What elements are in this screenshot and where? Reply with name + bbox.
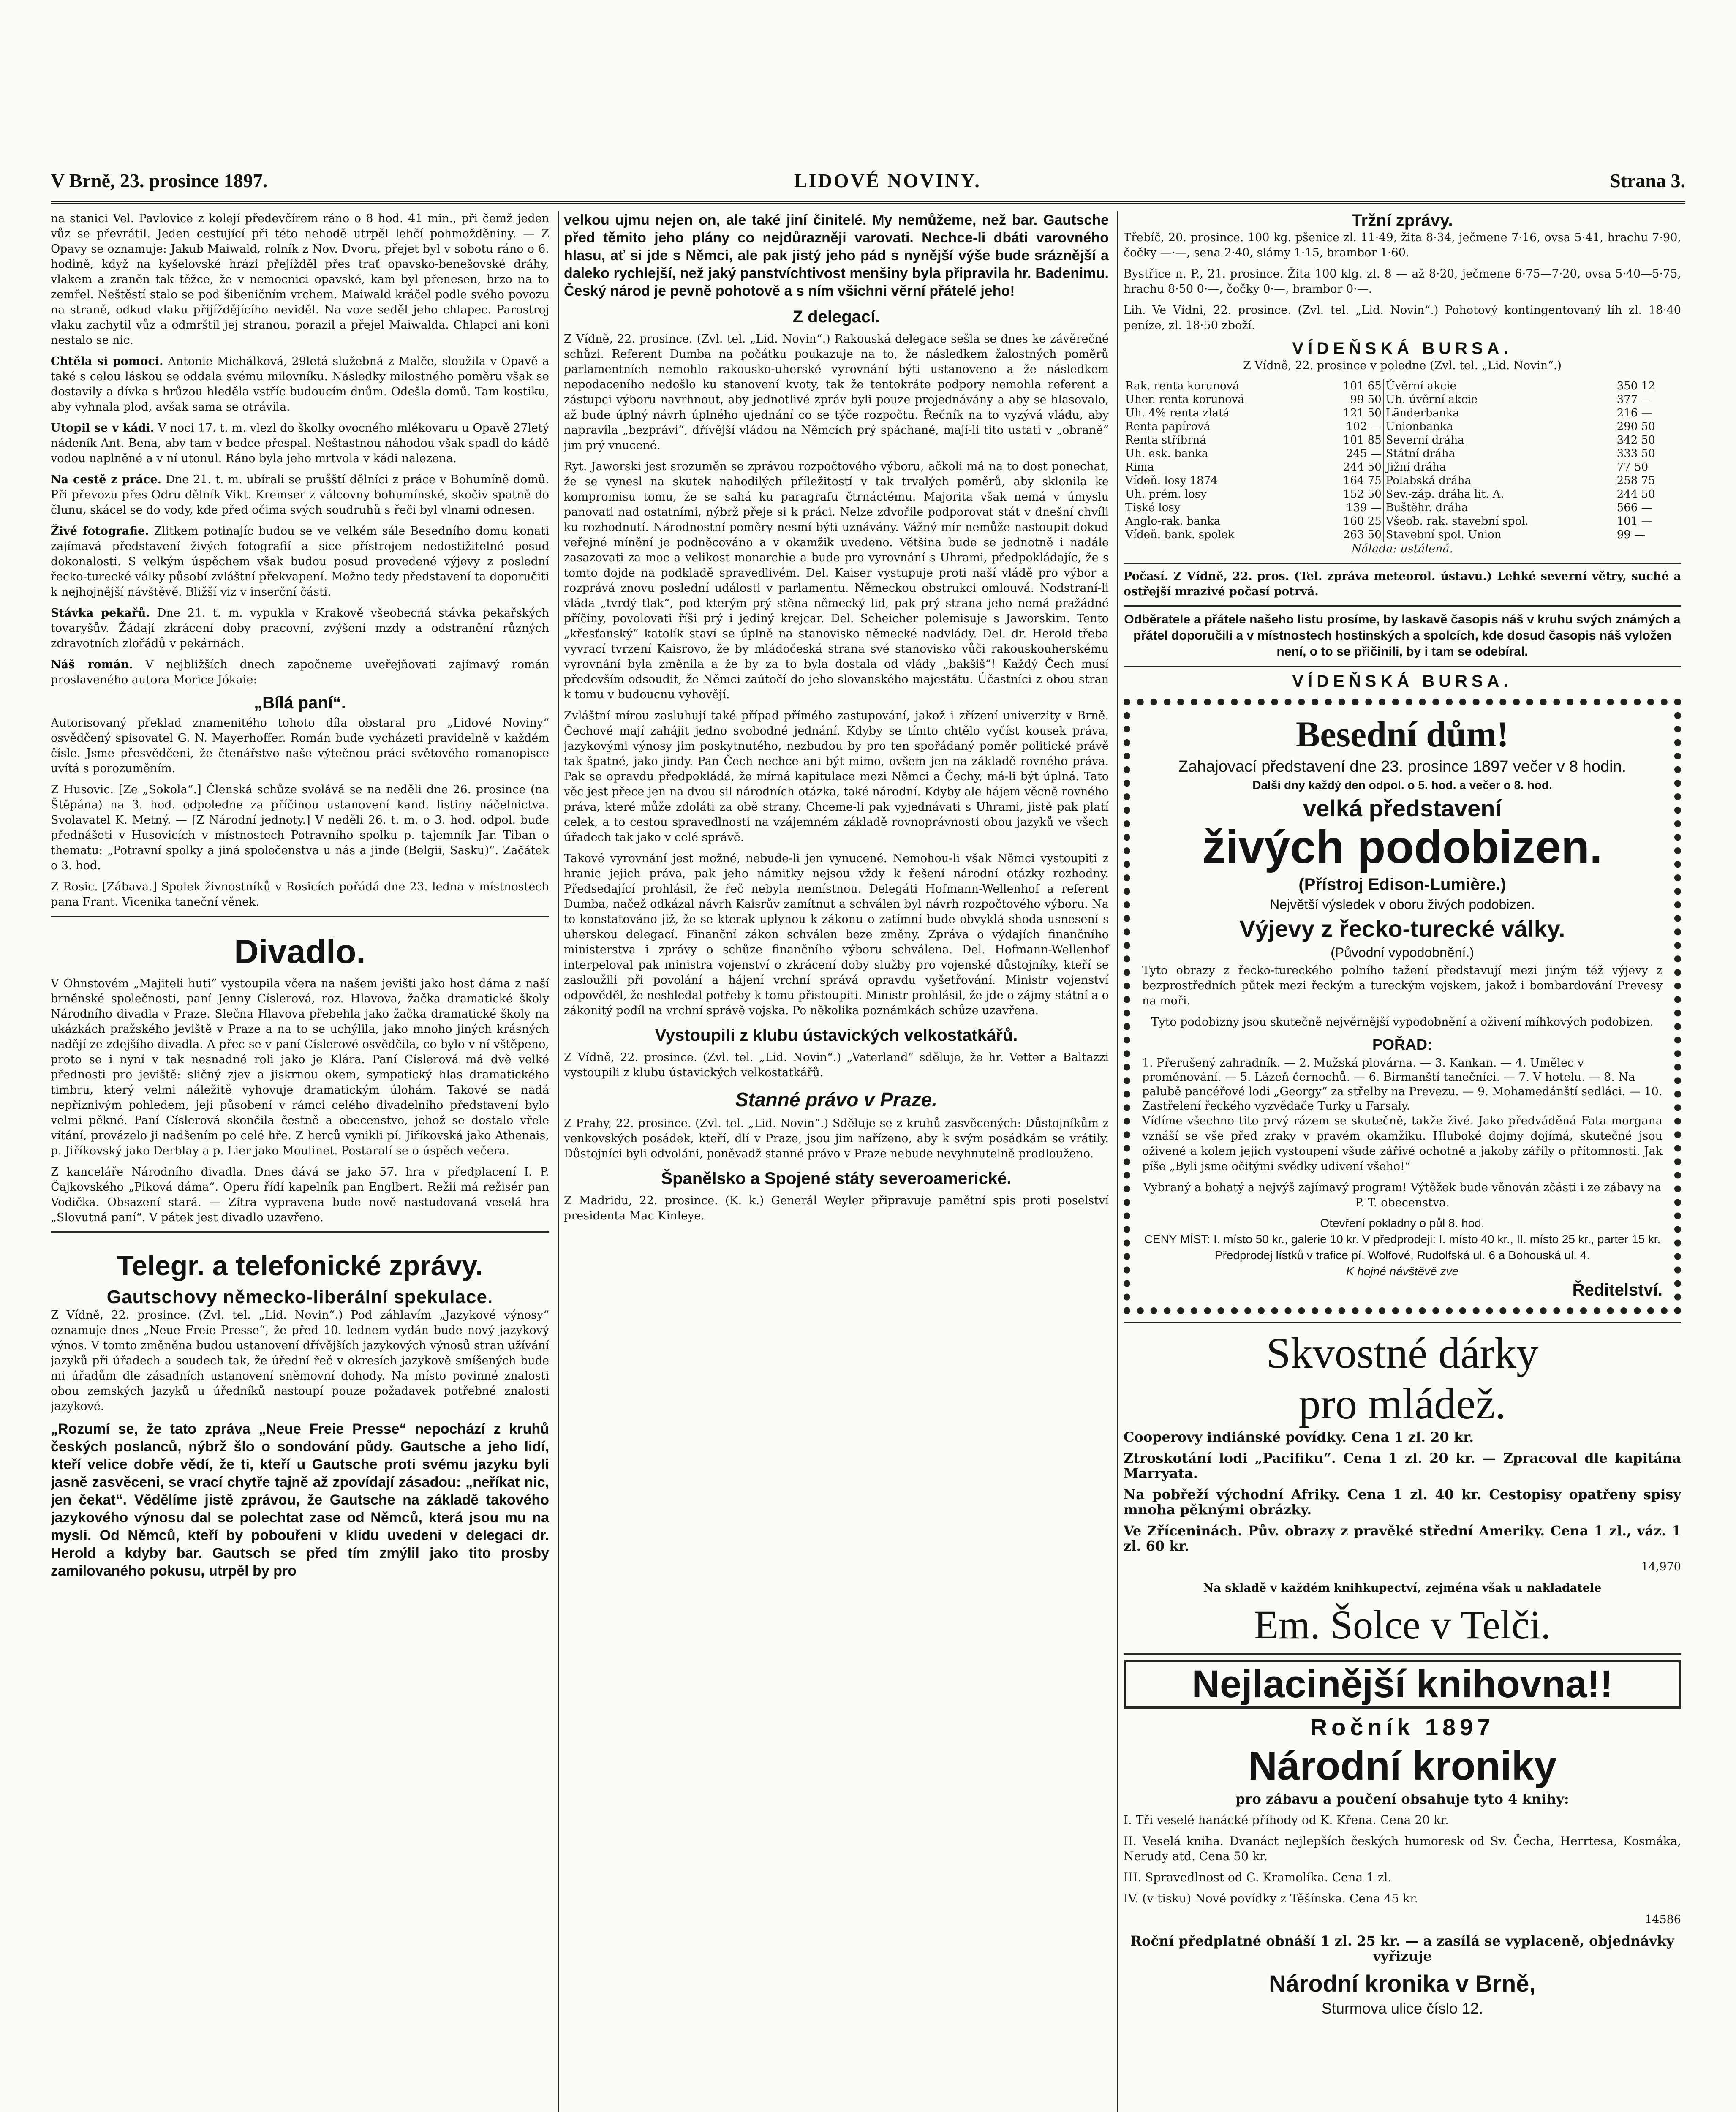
article-roman-head: Náš román.	[51, 658, 133, 671]
burza-name: Renta stříbrná	[1125, 434, 1206, 446]
burza-name: Unionbanka	[1385, 420, 1453, 433]
burza-row	[1124, 501, 1681, 514]
burza-row	[1124, 433, 1681, 447]
nejvetsi: Největší výsledek v oboru živých podobizen.	[1270, 897, 1535, 912]
burza-value: 342 50	[1616, 434, 1655, 446]
rocni-predplatne: Roční předplatné obnáší 1 zl. 25 kr. — a zasílá se vyplaceně, objednávky vyřizuje	[1130, 1933, 1674, 1964]
vystoupeni-body: Z Vídně, 22. prosince. (Zvl. tel. „Lid. Novin“.) „Vaterland“ sděluje, že hr. Vetter a Baltazzi vystoupili z klubu ústavických velkostatkářů.	[564, 1051, 1109, 1079]
pro-zabavu: pro zábavu a poučení obsahuje tyto 4 knihy:	[1235, 1791, 1569, 1807]
videni: Vídíme všechno tito prvý rázem se skutečně, takže živé. Jako předváděná Fata morgana vznáší se vše před zraky v pravém okamžiku. Hluboké dojmy dojímá, skutečné jsou oživené a kolem jejich vystoupení všude zářivé ochotně a jakoby zářily o přítomnosti. Jak píše „Byli jsme očitými svědky udivení všeho!“	[1142, 1114, 1663, 1173]
burza-foot: Nálada: ustálená.	[1351, 542, 1453, 555]
rocnik: Ročník 1897	[1310, 1714, 1495, 1740]
roman-title: „Bílá paní“.	[254, 694, 346, 712]
burza-value: 160 25	[1317, 514, 1384, 528]
burza-name: Rima	[1125, 461, 1154, 474]
burza-name: Rak. renta korunová	[1125, 380, 1239, 392]
divider	[1124, 605, 1681, 607]
oteveni: Otevření pokladny o půl 8. hod.	[1320, 1217, 1485, 1230]
burza-value: 139 —	[1317, 501, 1384, 514]
trzni-body: Třebíč, 20. prosince. 100 kg. pšenice zl. 11·49, žita 8·34, ječmene 7·16, ovsa 5·41, hrachu 7·90, čočky —·—, sena 2·40, slámy 1·15, brambor 1·60.	[1124, 231, 1681, 259]
trzni-vidni: Lih. Ve Vídni, 22. prosince. (Zvl. tel. „Lid. Novin“.) Pohotový kontingentovaný líh zl. 18·40 peníze, zl. 18·50 zboží.	[1124, 304, 1681, 332]
burza-value: 244 50	[1616, 488, 1655, 501]
em-solce: Em. Šolce v Telči.	[1254, 1602, 1551, 1647]
book-cooper: Cooperovy indiánské povídky. Cena 1 zl. 20 kr.	[1124, 1429, 1474, 1445]
article-foto-head: Živé fotografie.	[51, 525, 149, 538]
burza-row	[1124, 447, 1681, 460]
burza-value: 102 —	[1317, 420, 1384, 433]
burza-name: Stavební spol. Union	[1385, 528, 1502, 541]
burza-name: Renta papírová	[1125, 420, 1211, 433]
article-cesta	[51, 472, 549, 518]
burza-value: 244 50	[1317, 460, 1384, 474]
burza-name: Všeob. rak. stavební spol.	[1385, 515, 1529, 528]
burza-name: Länderbanka	[1385, 407, 1459, 419]
burza-name: Severní dráha	[1385, 434, 1464, 446]
zivych-podobizen: živých podobizen.	[1202, 821, 1603, 873]
article-chtela	[51, 354, 549, 415]
book-ztroskotani: Ztroskotání lodi „Pacifiku“. Cena 1 zl. 20 kr. — Zpracoval dle kapitána Marryata.	[1124, 1450, 1681, 1481]
burza-name: Uher. renta korunová	[1125, 393, 1245, 406]
article-stavka-head: Stávka pekařů.	[51, 607, 150, 620]
puvodni: (Původní vypodobnění.)	[1331, 945, 1474, 960]
delegace-body: Z Vídně, 22. prosince. (Zvl. tel. „Lid. Novin“.) Rakouská delegace sešla se dnes ke závěrečné schůzi. Referent Dumba na počátku poukazuje na to, že následkem žalostných poměrů parlamentních nemohlo rakousko-uherské vyrovnání býti ustanoveno a že následkem nepodaceního nedošlo ku stanovení kvoty, tak že tentokráte podpory nemohla referent a zástupci výboru navrhnout, aby jednotlivé zpráv byli pouze projednávány a aby se hlasovalo, až bude úplný návrh úplného ujednání co se týče rozpočtu. Řečník na to vyzývá vládu, aby napravila „bezprávi“, dřívější vládou na Němcích prý spáchané, mají-li tito ustati v „obraně“ jim prý vnucené.	[564, 332, 1109, 452]
article-stavka-body: Dne 21. t. m. vypukla v Krakově všeobecná stávka pekařských tovaryšův. Žádají zkrácení doby pracovní, zvýšení mzdy a odstranění různých zdravotních zlořádů v pekárnách.	[51, 607, 549, 650]
page-header	[51, 167, 1685, 204]
burza-name: Tiské losy	[1125, 501, 1181, 514]
burza-value: 121 50	[1317, 406, 1384, 420]
article-utopil-body: V noci 17. t. m. vlezl do školky ovocného mlékovaru u Opavě 27letý nádeník Ant. Bena, aby tam v bedce přespal. Neštastnou náhodou však spadl do kádě vodou naplněné a v ní utonul. Ráno byla jeho mrtvola v kádi nalezena.	[51, 422, 549, 465]
burza-value: 101 —	[1616, 515, 1652, 528]
besedni-title: Besední dům!	[1295, 714, 1509, 754]
dalsi-dny: Další dny každý den odpol. o 5. hod. a večer o 8. hod.	[1252, 778, 1552, 792]
article-utopil-head: Utopil se v kádi.	[51, 422, 155, 435]
kniha-3: III. Spravedlnost od G. Kramolíka. Cena 1 zl.	[1124, 1870, 1392, 1884]
article-cesta-body: Dne 21. t. m. ubírali se prušští dělníci z práce v Bohumíně domů. Při převozu přes Odru dělník Vikt. Kremser z válcovny bohumínské, skočiv spatně do člunu, skácel se do vody, kde před očima svých soudruhů s řeči byl vlnami odnesen.	[51, 473, 549, 517]
podobizne: Tyto podobizny jsou skutečně nejvěrnější vypodobnění a oživení míhkových podobizen.	[1151, 1015, 1654, 1029]
kniha-4: IV. (v tisku) Nové povídky z Těšínska. Cena 45 kr.	[1124, 1892, 1418, 1905]
kancelar-body: Z kanceláře Národního divadla. Dnes dává se jako 57. hra v předplacení I. P. Čajkovského „Piková dáma“. Operu řídí kapelník pan Englbert. Režii má režisér pan Vodička. Obsazení stará. — Zítra vypravena bude nově nastudovaná veselá hra „Slovutná paní“. V pátek jest divadlo uzavřeno.	[51, 1165, 549, 1224]
divadlo-body: V Ohnstovém „Majiteli huti“ vystoupila včera na našem jevišti jako host dáma z naší brněnské společnosti, paní Jenny Císlerová, roz. Hlavova, žačka dramatické školy Národního divadla v Praze. Slečna Hlavova přebehla jako žačka dramatické školy na ukázkách pražského jeviště v Praze a na to se uchýlila, jako mnoho jiných krásných nadějí ze zdejšího divadla. A přec se v paní Císlerové osvědčila, co bylo v ní vštěpeno, proto se i nyní v tak nesnadné roli jako je Klára. Paní Císlerová má dvě velké přednosti pro jeviště: sličný zjev a jiskrnou okem, sympatický hlas dramatického timbru, který velmi náležitě vyhovuje dramatickým úlohám. Takové se nadá nepříznivým pohledem, její působení v rámci celého divadelního představení bylo velmi pěkné. Paní Císlerová skončila čestně a obecenstvo, jehož se dostalo vřele vítání, provázelo ji nadšením po celé hře. Z herců vynikli pí. Jiříkovská jako Athenais, p. Jiříkovský jako Derblay a p. Lier jako Moulinet. Postaralí se o úspěch večera.	[51, 977, 549, 1157]
burza-value: 216 —	[1616, 407, 1652, 419]
article-roman	[51, 657, 549, 688]
burza-name: Polabská dráha	[1385, 474, 1472, 487]
article-husovice: Z Husovic. [Ze „Sokola“.] Členská schůze svolává se na neděli dne 26. prosince (na Štěpána) na 3. hod. odpoledne za příčinou ustanovení kand. listiny náčelnictva. Svolavatel K. Metný. — [Z Národní jednoty.] V neděli 26. t. m. o 3. hod. odpol. bude přednášeti v Husovicích v místnostech Potravního spolku p. tajemník Jar. Tiban o thematu: „Potravní spolky a jiná společenstva u nás a jinde (Belgii, Sasku)“. Začátek o 3. hod.	[51, 783, 549, 872]
pocasi: Počasí. Z Vídně, 22. pros. (Tel. zpráva meteorol. ústavu.) Lehké severní větry, suché a ostřejší mrazivé počasí potrvá.	[1124, 570, 1681, 598]
stanne-body: Z Prahy, 22. prosince. (Zvl. tel. „Lid. Novin“.) Sděluje se z kruhů zasvěcených: Důstojníkům z venkovských posádek, kteří, dlí v Praze, jsou jim nařízeno, aby k svým posádkám se vrátily. Důstojníci byli odvoláni, poněvadž stanné právo v Praze nebude nevyhnutelně prodlouženo.	[564, 1117, 1109, 1160]
burza-table-body	[1124, 379, 1681, 542]
stanne-title: Stanné právo v Praze.	[735, 1089, 938, 1110]
burza-row	[1124, 528, 1681, 542]
gautsch-title: Gautschovy německo-liberální spekulace.	[106, 1287, 493, 1307]
burza-value: 333 50	[1616, 447, 1655, 460]
burza-value: 99 50	[1317, 393, 1384, 406]
spanelsko-body: Z Madridu, 22. prosince. (K. k.) Generál Weyler připravuje pamětní spis proti poselství presidenta Mac Kinleye.	[564, 1194, 1109, 1222]
burza-value: 350 12	[1616, 380, 1655, 392]
divider	[1124, 666, 1681, 667]
article-chtela-body: Antonie Michálková, 29letá služebná z Malče, sloužila v Opavě a také s celou láskou se oddala svému milovníku. Následky milostného poměru však se dostavily a dívka s hrůzou hleděla vstříc budoucím dnům. Odešla domů. Tam kostiku, aby vyhnala plod, avšak sama se otrávila.	[51, 355, 549, 414]
burza-row	[1124, 474, 1681, 487]
article-intro: na stanici Vel. Pavlovice z kolejí předevčírem ráno o 8 hod. 41 min., při čemž jeden vůz se převrátil. Jeden cestující při této nehodě utrpěl lehčí pohmožděniny. — Z Opavy se oznamuje: Jakub Maiwald, rolník z Nov. Dvoru, přejet byl v sobotu ráno o 6. hodině, když na kyšelovské hrázi přejížděl přes trať opavsko-benešovské dráhy, vlakem a zraněn tak těžce, že v nemocnici opavské, kam byl přenesen, brzo na to zemřel. Neštěstí stalo se pod šibeničním vrchem. Maiwald kráčel podle svého povozu na straně, odkud vlaku přijíždějícího neviděl. Na voze seděl jeho chlapec. Parostroj vlaku zachytil vůz a odmrštil jej stranou, porazil a přejel Maiwalda. Chlapci ani koni nestalo se nic.	[51, 212, 549, 347]
skvostne-title: Skvostné dárky	[1266, 1329, 1539, 1377]
trzni-title: Tržní zprávy.	[1352, 211, 1453, 230]
column-left	[51, 211, 559, 2112]
article-utopil	[51, 421, 549, 466]
burza-value: 164 75	[1317, 474, 1384, 487]
burza-value: 77 50	[1616, 461, 1649, 474]
burza-name: Sev.-záp. dráha lit. A.	[1385, 488, 1504, 501]
sklade: Na skladě v každém knihkupectví, zejména však u nakladatele	[1203, 1581, 1602, 1595]
burza-name: Úvěrní akcie	[1385, 380, 1457, 392]
delegace-body2: Ryt. Jaworski jest srozuměn se zprávou rozpočtového výboru, ačkoli má na to dost ponechat, že se vynesl na skutek nahodilých příležitostí v tak trvalých poměrů, aby sklonila ke kompromisu tomu, že se sahá ku paragrafu čtrnáctému. Majorita však nemá v úmyslu panovati nad ostatními, nýbrž přeje si k práci. Nelze zdvořile podporovat stát v dnešní chvíli ku rozhodnutí. Národnostní poměry nesmí býti uznávány. Vážný mír nemůže nastoupit dokud veřejné mínění je podněcováno a v okamžik uvedeno. Většina bude se jednotně i nadále zasazovati za moc a velikost monarchie a bude pro vyrovnání s Uhrami, předpokládajíc, že s tomto dojde na podkladě spravedlivém. Del. Kaiser vystupuje proti naší vládě pro výbor a rozprává znovu poslední události v parlamentu. Německou obstrukci omlouvá. Nodstraní-li vláda „tvrdý tlak“, pod kterým prý stěna německý lid, pak prý strana jeho nemá pražádné příčiny, povolovati říši prý i jediný krejcar. Del. Scheicher polemisuje s Jaworskim. Tento „křesťanský“ katolík staví se úplně na stanovisko německé nadvlády. Del. dr. Herold třeba vyvrací tvrzení Kaisrovo, že by mládočeská strana své stanovisko vůči rakouskouherskému vyrovnání byla změnila a že by za to byla dostala od vlády „bakšiš“! Každý Čech musí především odsoudit, že Němci zaútočí do jeho slovanského majestátu. Účastníci z obou stran k tomu v budoucnu vyhovějí.	[564, 460, 1109, 701]
nejlacinejsi-knihovna: Nejlacinější knihovna!!	[1124, 1660, 1681, 1709]
article-roman-body: V nejbližších dnech započneme uveřejňovati zajímavý román proslaveného autora Morice Jókaie:	[51, 658, 549, 686]
divider	[51, 1231, 549, 1233]
divider	[1124, 1653, 1681, 1655]
hojne: K hojné návštěvě zve	[1346, 1265, 1459, 1278]
vybrany: Vybraný a bohatý a nejvýš zajímavý program! Výtěžek bude věnován zčásti i ze zábavy na P. T. obecenstva.	[1143, 1181, 1662, 1209]
porad-item: 1. Přerušený zahradník. — 2. Mužská plovárna. — 3. Kankan. — 4. Umělec v proměnování. — 5. Lázeň černochů. — 6. Birmanští tanečníci. — 7. V hotelu. — 8. Na palubě pancéřové lodi „Georgy“ za střelby na Prevezu. — 9. Mohamedánští sedláci. — 10. Zastřelení řeckého vyzvědače Turky u Farsaly.	[1142, 1056, 1663, 1113]
telegr-body: Z Vídně, 22. prosince. (Zvl. tel. „Lid. Novin“.) Pod záhlavím „Jazykové výnosy“ oznamuje dnes „Neue Freie Presse“, že před 10. lednem vydán bude nový jazykový výnos. V tomto změněna budou ustanovení dřívějších jazykových výnosů stran užívání jazyků při úřadech a soudech tak, že úřední řeč v okresích jazykově smíšených bude mi úřadům dle zásadních ustanovení sněmovní dohody. Na místo povinné znalosti obou zemských jazyků u úředníků nastoupí pouze požadavek potřebné znalosti jazykové.	[51, 1309, 549, 1413]
divider	[51, 916, 549, 917]
burza-name: Státní dráha	[1385, 447, 1456, 460]
kniha-2: II. Veselá kniha. Dvanáct nejlepších českých humoresk od Sv. Čecha, Herrtesa, Kosmáka, Nerudy atd. Cena 50 kr.	[1124, 1834, 1681, 1863]
spanelsko-title: Španělsko a Spojené státy severoamerické.	[661, 1169, 1012, 1188]
divadlo-title: Divadlo.	[234, 933, 366, 970]
divider	[1124, 1322, 1681, 1323]
divider	[1124, 563, 1681, 564]
burza-row	[1124, 514, 1681, 528]
burza-value: 152 50	[1317, 487, 1384, 501]
telegr-fat: „Rozumí se, že tato zpráva „Neue Freie Presse“ nepochází z kruhů českých poslanců, nýbrž šlo o sondování půdy. Gautsche a jeho lidí, kteří velice dobře vědí, že ti, kteří u Gautsche proti svému jazyku byli jasně zasvěceni, se vrací chytře tajně až zpovídají zásadou: „neříkat nic, jen čekat“. Vědělíme jistě zprávou, že Gautsche na základě takového jazykového výnosu dal se polechtat zase od Němců, která jsou mu na mysli. Od Němců, kteří by pobouřeni v klidu uvedeni v delegaci dr. Herold a kdyby bar. Gautsch se před tím zmýlil jako tito prosby zamilovaného pokusu, utrpěl by pro	[51, 1421, 549, 1579]
burza-row	[1124, 460, 1681, 474]
header-date: V Brně, 23. prosince 1897.	[51, 170, 268, 191]
narodni-kronika-brno: Národní kronika v Brně,	[1269, 1970, 1536, 1997]
odberatele-notice: Odběratele a přátele našeho listu prosíme, by laskavě časopis náš v kruhu svých známých a přátel doporučili a v místnostech hostinských a spolcích, kde dosud časopis náš vyložen není, o to se přičinili, by i tam se odebíral.	[1124, 612, 1681, 659]
article-foto	[51, 524, 549, 600]
delegace-body4: Takové vyrovnání jest možné, nebude-li jen vynucené. Nemohou-li však Němci vystoupiti z hranic jejich práva, pak jeho námitky nejsou vždy k řešení národní otázky rozhodny. Předsedající prohlásil, že řeč nebyla nemístnou. Delegáti Hofmann-Wellenhof a referent Dumba, načež odkázal návrh Kaisrův zamítnut a schválen byl návrh rozpočtového výboru. Na to konstatováno již, že se kterak uplynou k zákonu o zatímní bude obvyklá shoda usnesení s uherskou delegací. Finanční zákon schválen beze změny. Zpráva o výdajích finančního ministerstva i zprávy o schůze finančního výboru schválena. Del. Hofmann-Wellenhof interpeloval pak ministra vojenství o zkrácení doby služby pro vojenské důstojníky, kteří se zasloužili při povolání a hájení vrchní správá opravdu vyšetřování. Ministr vojenství odpověděl, že neshledal potřeby k tomu přistoupiti. Ministr prohlásil, že jde o zájmy státní a o zákonitý podíl na vrchní správě vojska. Po několika poznámkách schůze uzavřena.	[564, 852, 1109, 1017]
ceny: CENY MÍST: I. místo 50 kr., galerie 10 kr. V předprodeji: I. místo 40 kr., II. místo 25 kr., parter 15 kr.	[1144, 1233, 1661, 1246]
porad-list	[1142, 1056, 1663, 1113]
delegace-body3: Zvláštní mírou zasluhují také případ přímého zastupování, jakož i zřízení univerzity v Brně. Čechové mají zahájit jedno svobodné jednání. Kdyby se tímto chtělo vyčíst kousek práva, jazykovými výnosy jim poskytnutého, nezbudou by pro ten spořádaný poměr politické právě tak špatné, jako jindy. Pan Čech nechce ani být mimo, ovšem jen na základě rovného práva. Pak se opravdu předpokládá, že mírná kapitulace mezi Němci a Čechy, má-li být úplná. Tato věc jest přece jen na dvou sil národních otázka, také národní. Kdyby ale hájem věcně rovného práva, které může zdoláti za obě strany. Chceme-li pak vyjednávati s Uhrami, jistě pak platí celek, a to cestou spravedlnosti na vzájemném základě rovnoprávnosti obou jazyků ve všech úřadech tak jako v celé správě.	[564, 709, 1109, 844]
trzni-bystrice: Bystřice n. P., 21. prosince. Žita 100 klg. zl. 8 — až 8·20, ječmene 6·75—7·20, ovsa 5·40—5·75, hrachu 8·50 0·—, čočky 0·—, brambor 0·—.	[1124, 267, 1681, 296]
reditelstvi: Ředitelství.	[1572, 1281, 1663, 1299]
burza-value: 377 —	[1616, 393, 1652, 406]
burza-table	[1124, 379, 1681, 542]
burza-value: 566 —	[1616, 501, 1652, 514]
masthead-title: LIDOVÉ NOVINY.	[794, 170, 981, 191]
burza-name: Uh. prém. losy	[1125, 488, 1207, 501]
page-number: Strana 3.	[1610, 170, 1685, 191]
burza-name: Anglo-rak. banka	[1125, 515, 1221, 528]
ad-besedni-dum	[1124, 699, 1681, 1314]
article-chtela-head: Chtěla si pomoci.	[51, 355, 163, 368]
book-pobrezi: Na pobřeží východní Afriky. Cena 1 zl. 40 kr. Cestopisy opatřeny spisy mnoha pěknými obrázky.	[1124, 1486, 1681, 1518]
burza-value: 290 50	[1616, 420, 1655, 433]
burza-name: Buštěhr. dráha	[1385, 501, 1468, 514]
pristroj: (Přístroj Edison-Lumière.)	[1298, 875, 1506, 894]
burza-value: 99 —	[1616, 528, 1646, 541]
narodni-kroniky: Národní kroniky	[1248, 1743, 1557, 1788]
burza-name: Jižní dráha	[1385, 461, 1446, 474]
burza-row	[1124, 379, 1681, 393]
burza-value: 258 75	[1616, 474, 1655, 487]
burza-name: Uh. 4% renta zlatá	[1125, 407, 1230, 419]
burza2-title: VÍDEŇSKÁ BURSA.	[1292, 672, 1513, 691]
book-zriceninach: Ve Zříceninách. Pův. obrazy z pravěké střední Ameriky. Cena 1 zl., váz. 1 zl. 60 kr.	[1124, 1523, 1681, 1554]
burza-date: Z Vídně, 22. prosince v poledne (Zvl. tel. „Lid. Novin“.)	[1243, 359, 1562, 372]
article-cesta-head: Na cestě z práce.	[51, 473, 162, 486]
code-2: 14586	[1645, 1913, 1681, 1926]
vyjevy: Výjevy z řecko-turecké války.	[1239, 915, 1565, 942]
code-1: 14,970	[1641, 1560, 1681, 1573]
pro-mladez: pro mládež.	[1298, 1380, 1506, 1428]
burza-value: 101 85	[1317, 433, 1384, 447]
column-middle	[564, 211, 1118, 2112]
burza-value: 263 50	[1317, 528, 1384, 542]
burza-value: 245 —	[1317, 447, 1384, 460]
delegace-title: Z delegací.	[792, 308, 880, 326]
telegr-title: Telegr. a telefonické zprávy.	[117, 1250, 483, 1281]
burza-name: Uh. úvěrní akcie	[1385, 393, 1478, 406]
burza-name: Vídeň. losy 1874	[1125, 474, 1218, 487]
sturmova: Sturmova ulice číslo 12.	[1321, 2000, 1483, 2017]
burza-row	[1124, 487, 1681, 501]
burza-name: Vídeň. bank. spolek	[1125, 528, 1235, 541]
roman-tail: Autorisovaný překlad znamenitého tohoto díla obstaral pro „Lidové Noviny“ osvědčený spisovatel G. N. Mayerhoffer. Román bude vycházeti pravidelně v každém čísle. Jsme přesvědčeni, že čtenářstvo naše výtečnou práci světového romanopisce uvítá s porozuměním.	[51, 716, 549, 775]
burza-value: 101 65	[1317, 379, 1384, 393]
porad: POŘAD:	[1372, 1036, 1432, 1053]
predprodej: Předprodej lístků v trafice pí. Wolfové, Rudolfská ul. 6 a Bohouská ul. 4.	[1214, 1249, 1590, 1262]
article-rosice: Z Rosic. [Zábava.] Spolek živnostníků v Rosicích pořádá dne 23. ledna v místnostech pana Frant. Vicenika taneční věnek.	[51, 880, 549, 909]
kniha-1: I. Tři veselé hanácké příhody od K. Křena. Cena 20 kr.	[1124, 1813, 1449, 1827]
col2-top-fat: velkou ujmu nejen on, ale také jiní činitelé. My nemůžeme, než bar. Gautsche před těmito jeho plány co nejdůrazněji varovati. Nechce-li dbáti varovného hlasu, ať si jde s Němci, ale pak jistý jeho pád s nynější výše bude sráznější a daleko rychlejší, než jaký panstvíchtivost menšiny byla připravila hr. Badenimu. Český národ je pevně pohotově a s ním všichni věrní přátelé jeho!	[564, 212, 1109, 299]
tyto: Tyto obrazy z řecko-tureckého polního tažení představují mezi jiným též výjevy z bezprostředních půtek mezi řeckým a tureckým vojskem, jakož i bombardování Prevesy na moři.	[1142, 964, 1663, 1007]
article-foto-body: Zlitkem potinajíc budou se ve velkém sále Besedního domu konati zajímavá představení živých fotografií a sice přístrojem nedostižitelné posud dokonalosti. S velkým úspěchem však budou posud provedené výjevy z poslední řecko-turecké války působí zvláštní překvapení. Možno tedy představení ta doporučiti k nejhojnější návštěvě. Bližší viz v inserční části.	[51, 525, 549, 599]
article-stavka	[51, 606, 549, 651]
velka-predstaveni: velká představení	[1303, 795, 1502, 822]
burza-row	[1124, 420, 1681, 433]
burza-title: VÍDEŇSKÁ BURSA.	[1292, 339, 1513, 358]
column-right	[1124, 211, 1681, 2112]
burza-row	[1124, 393, 1681, 406]
zahajovaci: Zahajovací představení dne 23. prosince 1897 večer v 8 hodin.	[1178, 758, 1627, 776]
burza-name: Uh. esk. banka	[1125, 447, 1208, 460]
burza-row	[1124, 406, 1681, 420]
vystoupeni-title: Vystoupili z klubu ústavických velkostatkářů.	[655, 1026, 1018, 1045]
